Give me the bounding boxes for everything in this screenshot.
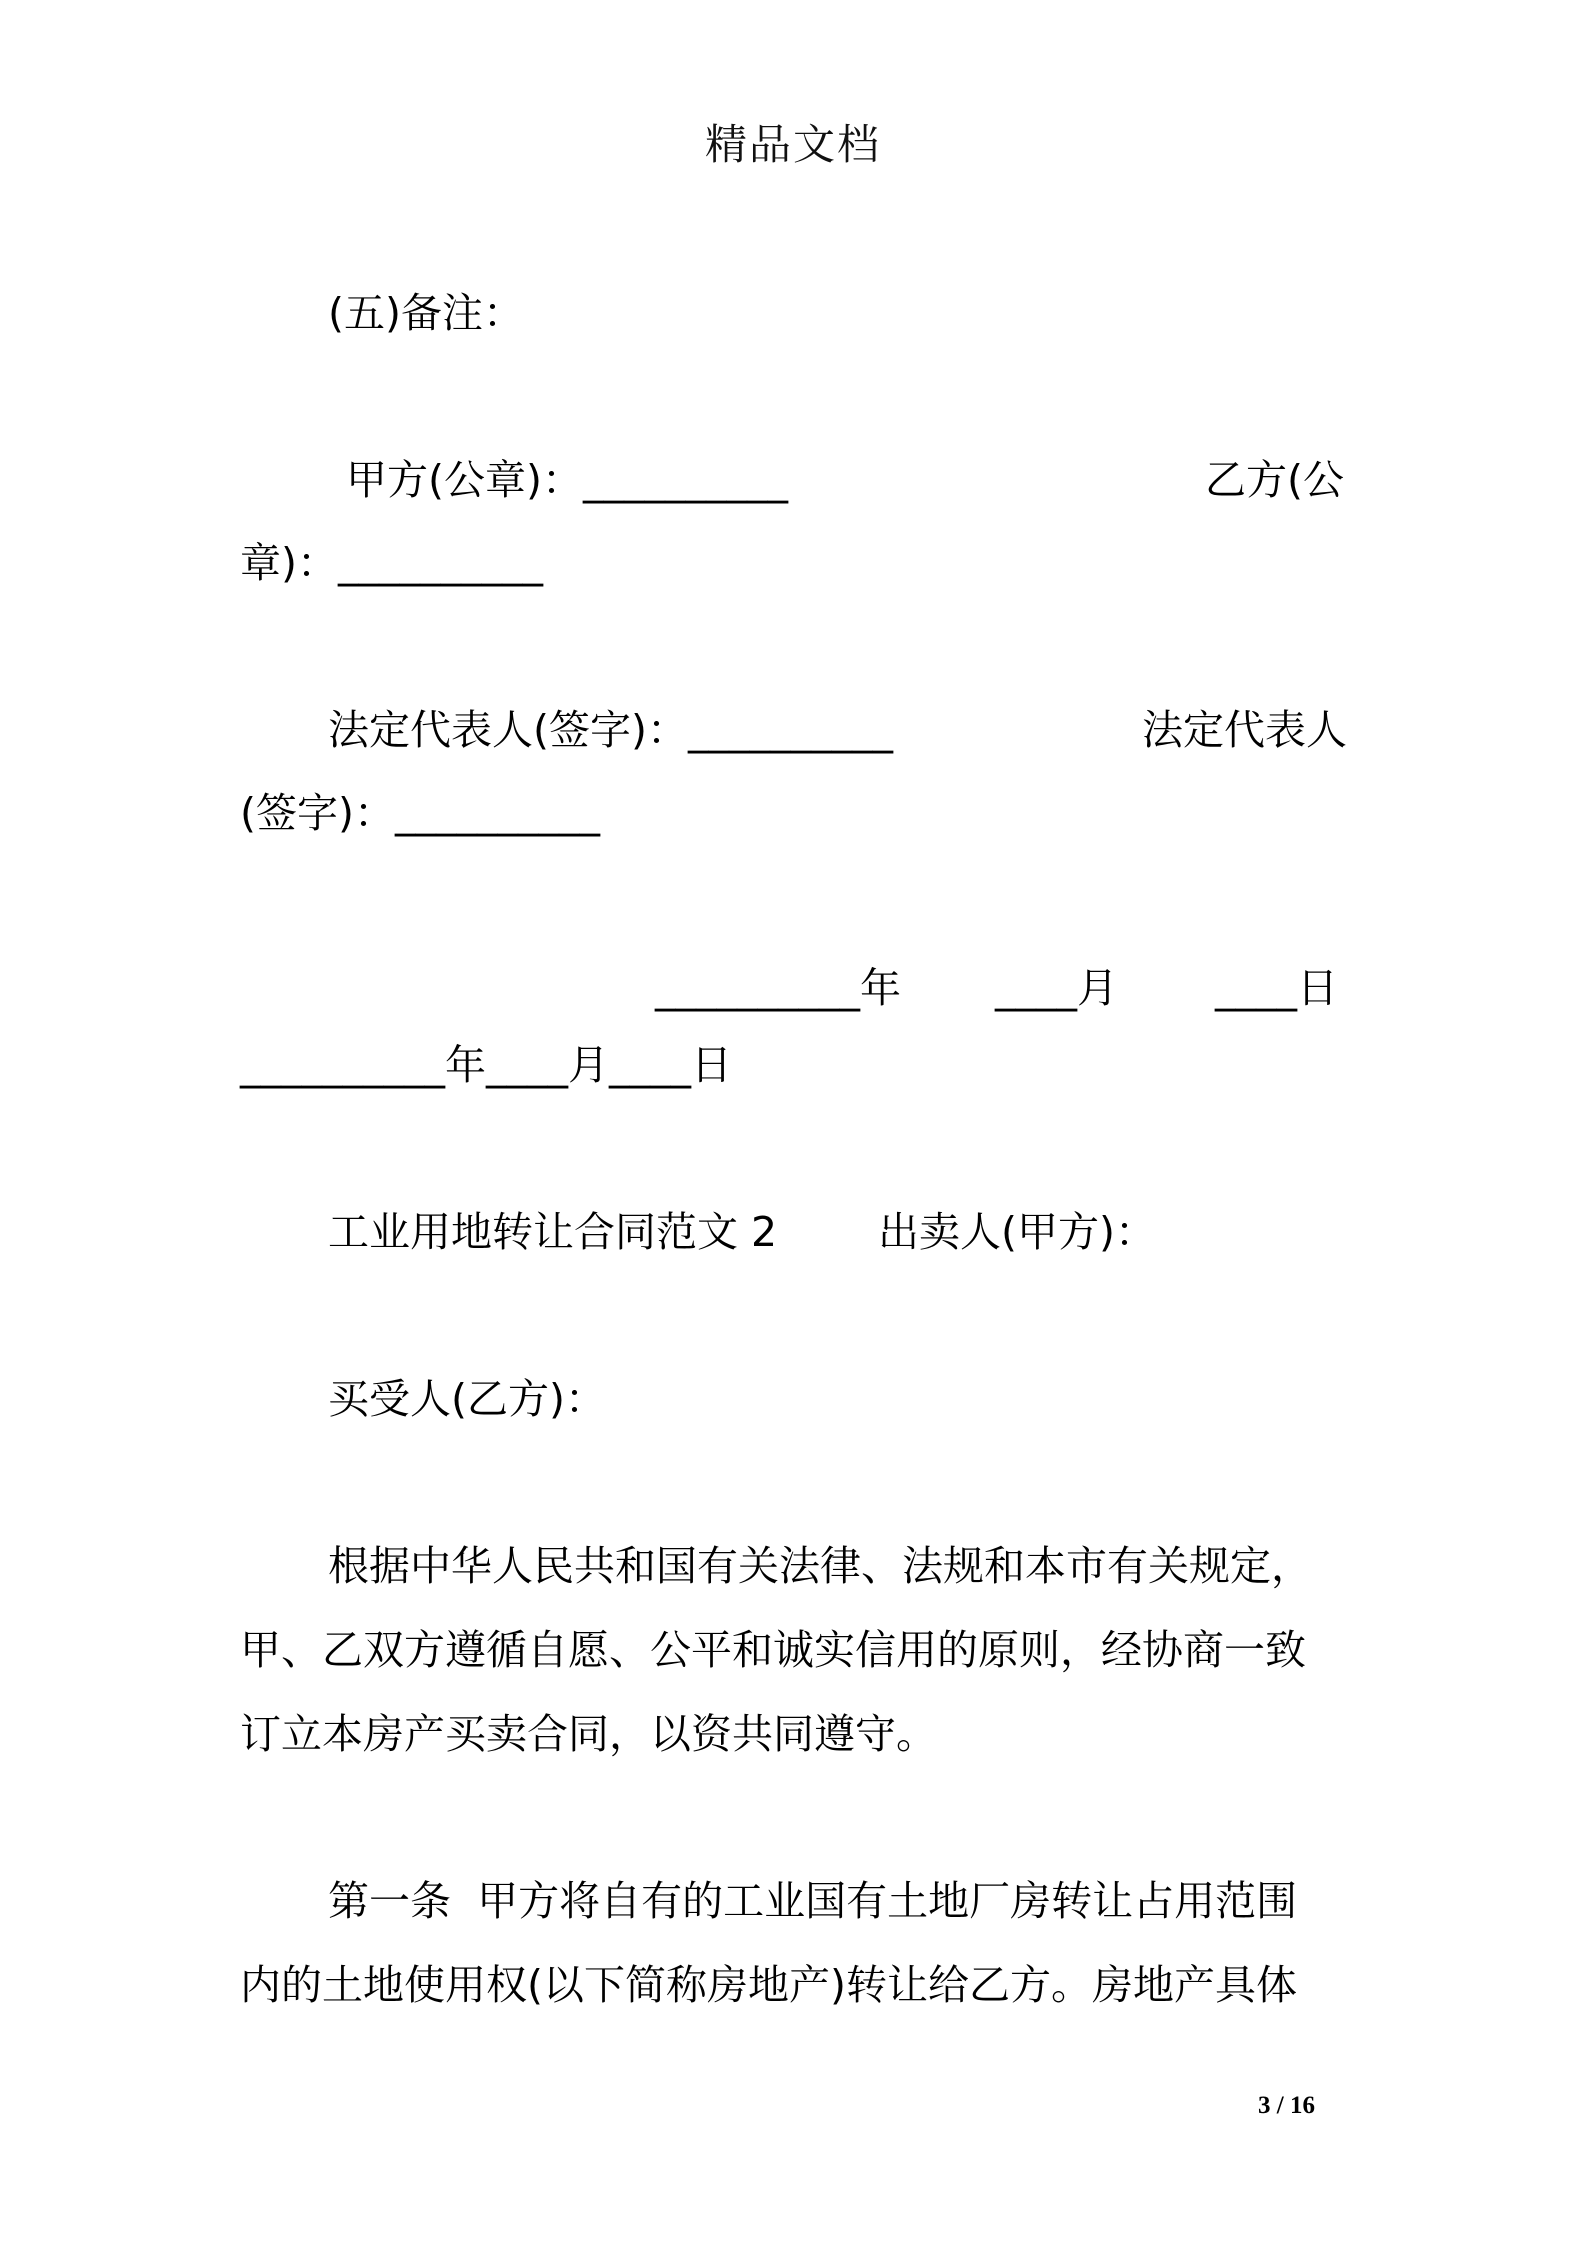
article-one-line: 第一条 甲方将自有的工业国有土地厂房转让占用范围 (328, 1877, 1298, 1925)
paragraph-preamble-line: 甲、乙双方遵循自愿、公平和诚实信用的原则，经协商一致 (240, 1626, 1306, 1674)
party-a-representative-label: 法定代表人(签字)：__________ (328, 706, 893, 754)
party-a-seal-label: 甲方(公章)：__________ (346, 456, 788, 504)
party-a-date-month: ____月 (995, 964, 1118, 1012)
page-number: 3 / 16 (1258, 2092, 1315, 2119)
paragraph-preamble-line: 根据中华人民共和国有关法律、法规和本市有关规定， (328, 1542, 1312, 1590)
remarks-heading: (五)备注： (328, 289, 524, 337)
seller-label: 出卖人(甲方)： (878, 1208, 1156, 1256)
party-b-seal-label-end: 章)：__________ (240, 539, 543, 587)
contract-title: 工业用地转让合同范文 2 (328, 1208, 778, 1256)
party-b-seal-label-start: 乙方(公 (1205, 456, 1344, 504)
party-b-representative-label-end: (签字)：__________ (240, 789, 600, 837)
party-a-date-year: __________年 (655, 964, 901, 1012)
paragraph-preamble-line: 订立本房产买卖合同，以资共同遵守。 (240, 1710, 937, 1758)
party-b-date: __________年____月____日 (240, 1041, 732, 1089)
article-one-line: 内的土地使用权(以下简称房地产)转让给乙方。房地产具体 (240, 1961, 1297, 2009)
page-header: 精品文档 (704, 120, 881, 169)
party-b-representative-label-start: 法定代表人 (1142, 706, 1347, 754)
party-a-date-day: ____日 (1215, 964, 1338, 1012)
buyer-label: 买受人(乙方)： (328, 1375, 606, 1423)
